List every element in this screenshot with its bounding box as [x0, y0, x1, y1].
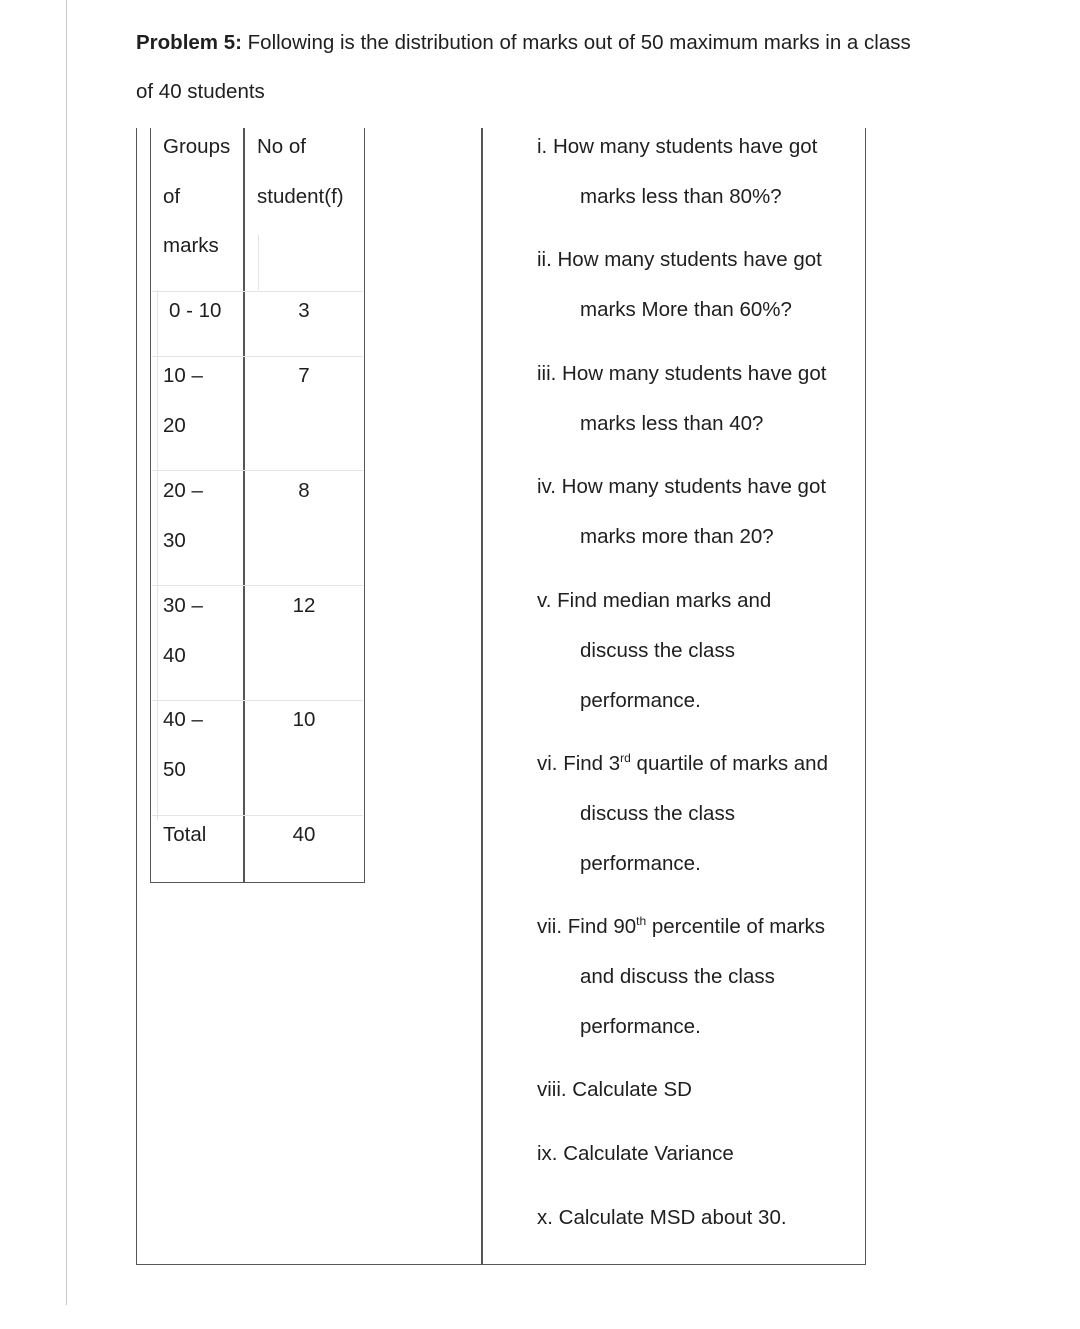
question-line: x. Calculate MSD about 30.: [537, 1206, 787, 1229]
question-line: performance.: [580, 689, 701, 712]
frequency-cell: 3: [298, 299, 310, 322]
question-line: [537, 915, 825, 938]
question-line: marks less than 80%?: [580, 185, 782, 208]
heading-line-1: [136, 18, 966, 67]
ordinal-suffix: th: [636, 914, 647, 928]
question-line: discuss the class: [580, 639, 735, 662]
group-cell: 20: [163, 414, 186, 437]
header-students: student(f): [257, 185, 344, 208]
question-line: v. Find median marks and: [537, 589, 772, 612]
header-no-of: No of: [257, 135, 306, 158]
question-line: discuss the class: [580, 802, 735, 825]
question-line: viii. Calculate SD: [537, 1078, 692, 1101]
frequency-cell: 12: [292, 594, 316, 617]
question-line: iv. How many students have got: [537, 475, 827, 498]
group-cell: 30: [163, 529, 186, 552]
question-ii: [537, 235, 857, 335]
question-text: vi. Find 3: [537, 752, 621, 775]
question-line: performance.: [580, 852, 701, 875]
ordinal-suffix: rd: [620, 751, 631, 765]
question-ix: [537, 1129, 857, 1179]
question-line: ii. How many students have got: [537, 248, 822, 271]
header-of: of: [163, 185, 181, 208]
total-label: Total: [163, 823, 207, 846]
question-text: quartile of marks and: [630, 752, 828, 775]
problem-heading: [136, 18, 966, 116]
question-line: and discuss the class: [580, 965, 775, 988]
group-cell: 30 –: [163, 594, 203, 617]
question-line: [537, 752, 828, 775]
page-margin-line: [66, 0, 67, 1305]
heading-text: Following is the distribution of marks out of 50 maximum marks in a class: [241, 31, 911, 54]
header-marks: marks: [163, 234, 219, 257]
group-cell: 10 –: [163, 364, 203, 387]
question-vii: [537, 902, 857, 1052]
problem-label: Problem 5:: [136, 31, 242, 54]
group-cell: 50: [163, 758, 186, 781]
total-frequency: 40: [292, 823, 316, 846]
question-line: ix. Calculate Variance: [537, 1142, 734, 1165]
question-vi: [537, 739, 857, 889]
question-line: iii. How many students have got: [537, 362, 827, 385]
question-line: i. How many students have got: [537, 135, 818, 158]
question-text: percentile of marks: [646, 915, 826, 938]
group-cell: 0 - 10: [169, 299, 222, 322]
question-iii: [537, 349, 857, 449]
question-viii: [537, 1065, 857, 1115]
question-line: marks less than 40?: [580, 412, 764, 435]
question-line: performance.: [580, 1015, 701, 1038]
question-v: [537, 576, 857, 726]
cell-edge: [258, 235, 259, 290]
cell-edge: [157, 290, 158, 820]
group-cell: 20 –: [163, 479, 203, 502]
question-iv: [537, 462, 857, 562]
question-line: marks more than 20?: [580, 525, 774, 548]
frequency-cell: 8: [298, 479, 310, 502]
question-line: marks More than 60%?: [580, 298, 792, 321]
frequency-cell: 10: [292, 708, 316, 731]
group-cell: 40 –: [163, 708, 203, 731]
frequency-cell: 7: [298, 364, 310, 387]
group-cell: 40: [163, 644, 186, 667]
question-x: [537, 1193, 857, 1243]
heading-line-2: of 40 students: [136, 80, 265, 103]
header-groups: Groups: [163, 135, 231, 158]
question-i: [537, 122, 857, 222]
column-divider: [481, 128, 483, 1265]
question-text: vii. Find 90: [537, 915, 637, 938]
